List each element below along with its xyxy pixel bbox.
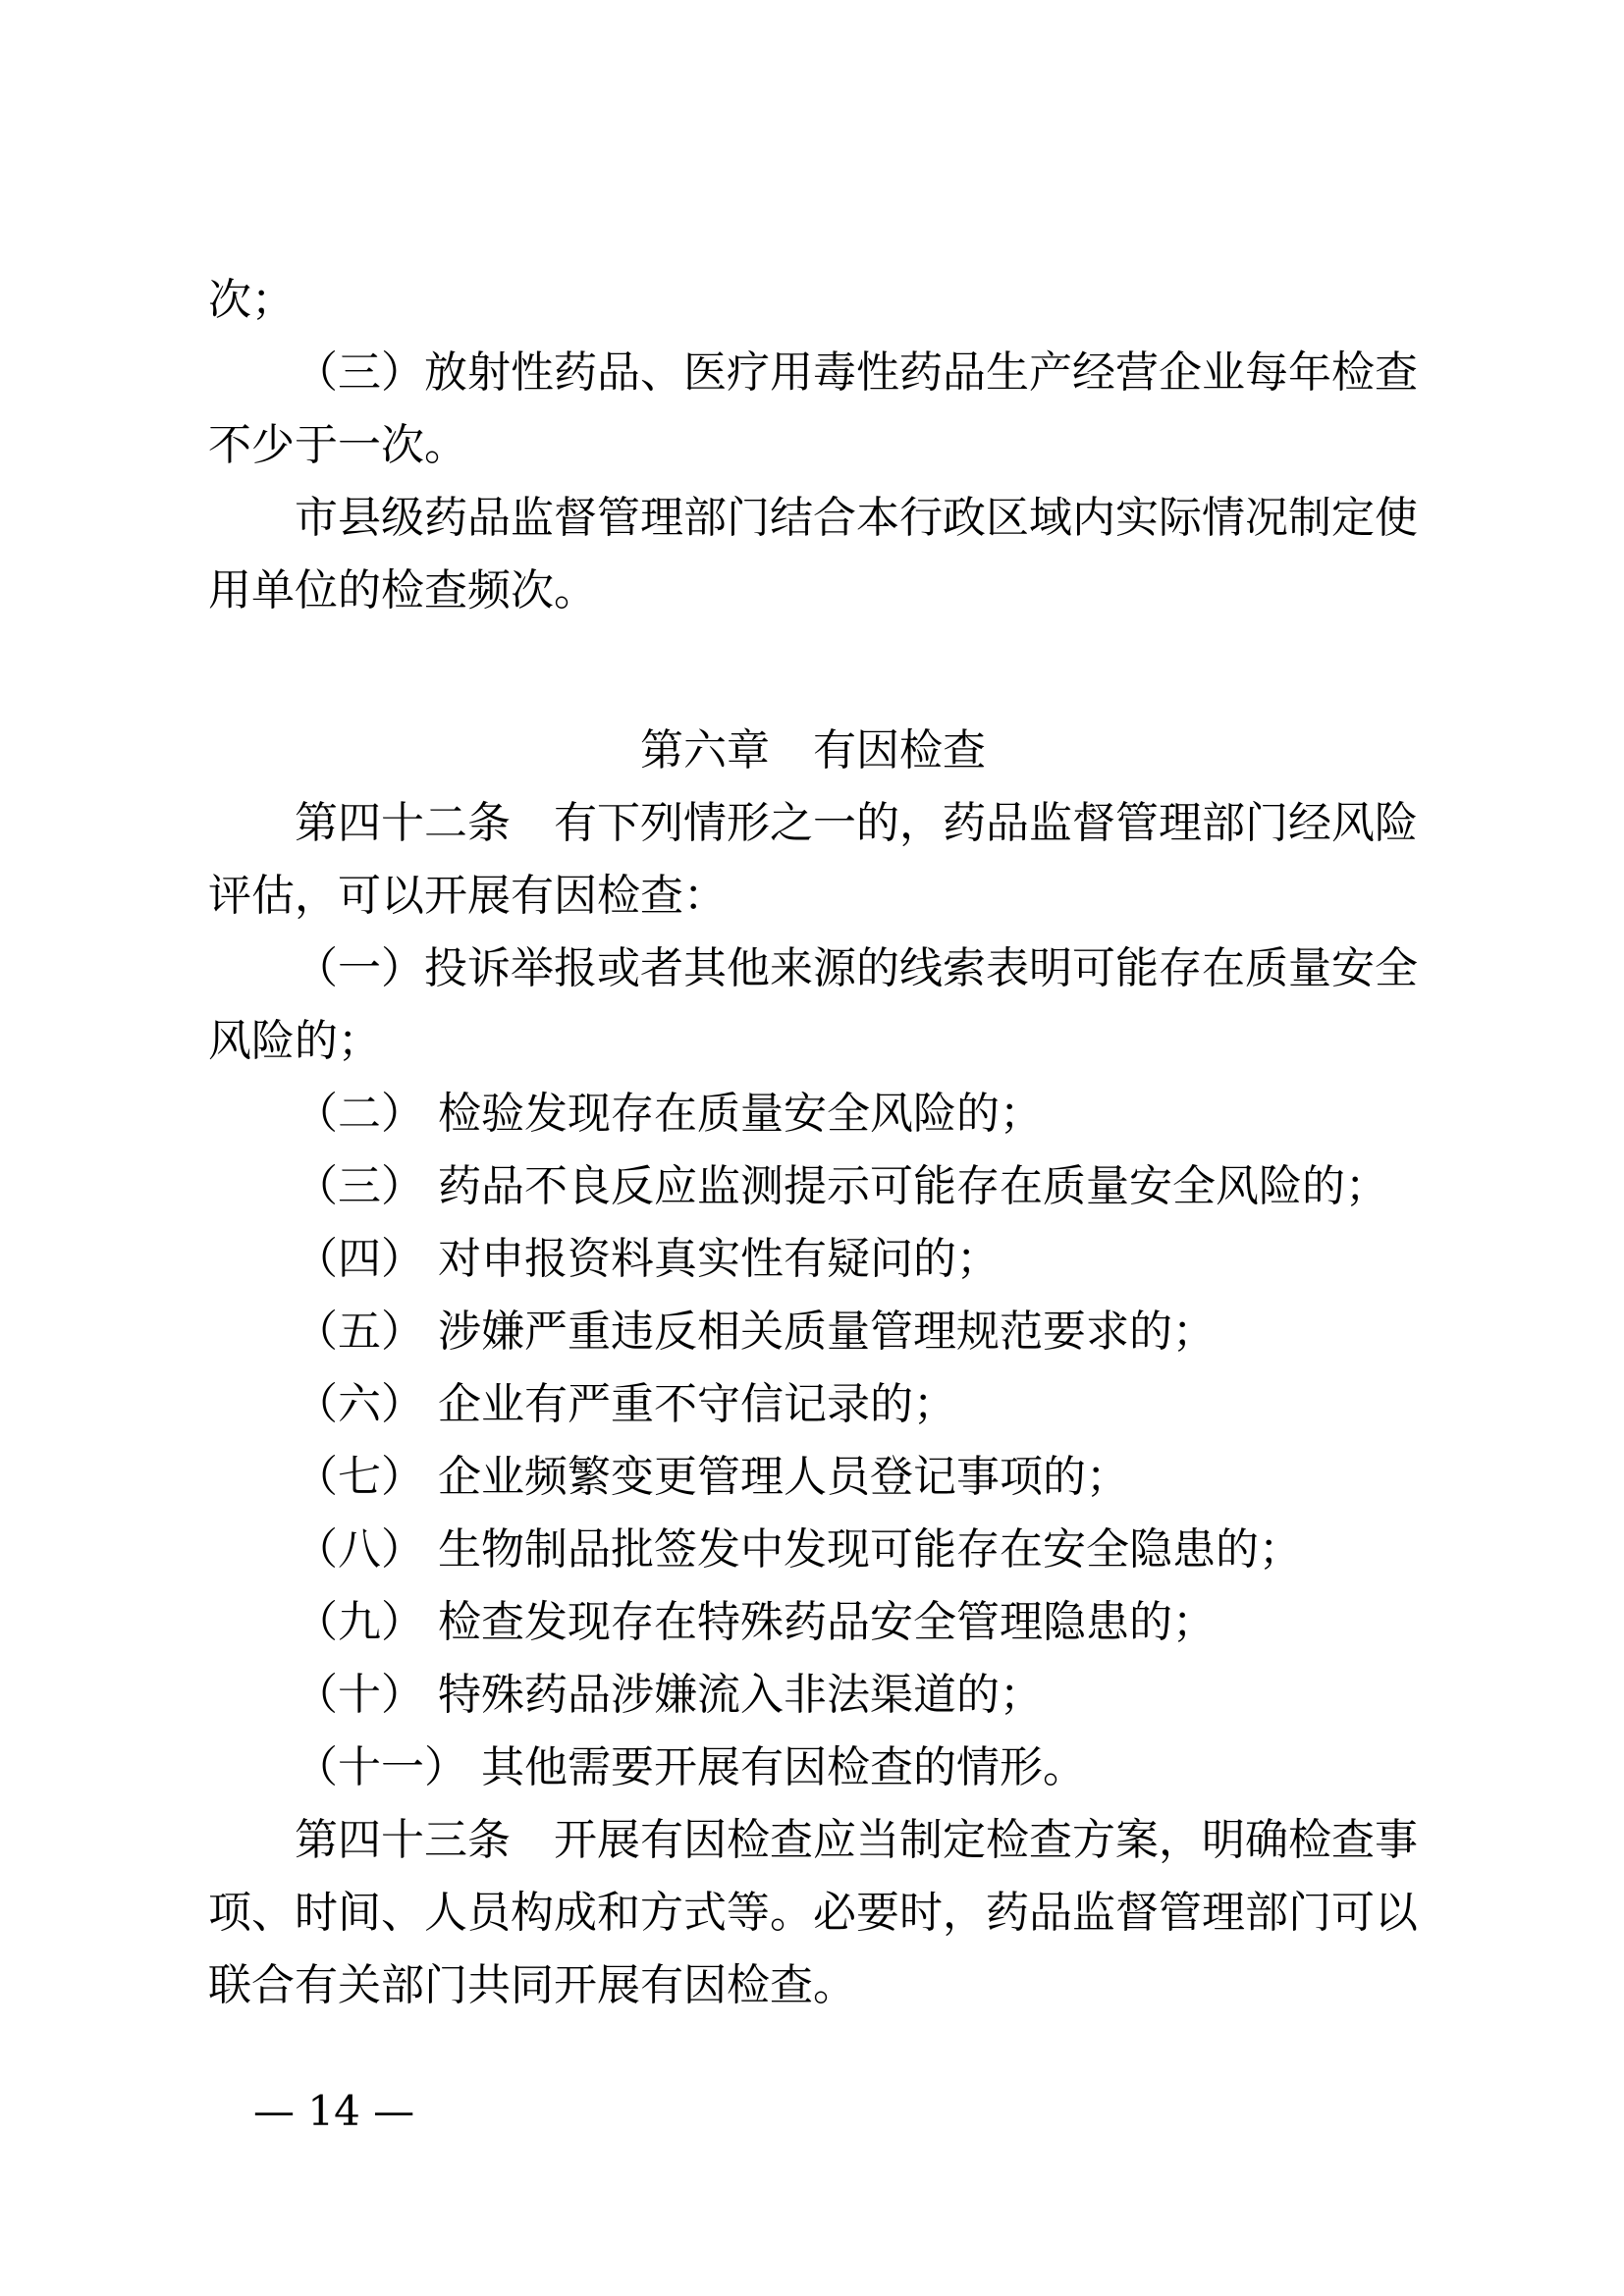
article-42-item-6: （六） 企业有严重不守信记录的； — [295, 1379, 956, 1429]
article-42-lead: 第四十二条 有下列情形之一的，药品监督管理部门经风险评估，可以开展有因检查： — [208, 798, 1418, 921]
chapter-6-heading: 第六章 有因检查 — [640, 725, 986, 775]
article-42-item-4: （四） 对申报资料真实性有疑问的； — [295, 1234, 1000, 1284]
document-body — [208, 264, 1418, 2022]
article-42-item-3: （三） 药品不良反应监测提示可能存在质量安全风险的； — [295, 1161, 1388, 1211]
paragraph-city-county-frequency: 市县级药品监督管理部门结合本行政区域内实际情况制定使用单位的检查频次。 — [208, 493, 1418, 615]
clause-3-radioactive-drugs: （三）放射性药品、医疗用毒性药品生产经营企业每年检查不少于一次。 — [208, 347, 1418, 470]
page-number: — 14 — — [253, 2087, 415, 2135]
article-42-item-10: （十） 特殊药品涉嫌流入非法渠道的； — [295, 1670, 1043, 1720]
article-42-item-11: （十一） 其他需要开展有因检查的情形。 — [295, 1742, 1086, 1792]
article-42-item-9: （九） 检查发现存在特殊药品安全管理隐患的； — [295, 1597, 1216, 1647]
article-42-item-2: （二） 检验发现存在质量安全风险的； — [295, 1089, 1043, 1139]
paragraph-continuation: 次； — [208, 275, 295, 325]
article-42-item-1: （一）投诉举报或者其他来源的线索表明可能存在质量安全风险的； — [208, 943, 1418, 1066]
article-43: 第四十三条 开展有因检查应当制定检查方案，明确检查事项、时间、人员构成和方式等。必要时，药品监督管理部门可以联合有关部门共同开展有因检查。 — [208, 1815, 1418, 2010]
article-42-item-5: （五） 涉嫌严重违反相关质量管理规范要求的； — [295, 1307, 1216, 1357]
article-42-item-8: （八） 生物制品批签发中发现可能存在安全隐患的； — [295, 1524, 1302, 1575]
article-42-item-7: （七） 企业频繁变更管理人员登记事项的； — [295, 1452, 1129, 1502]
page-footer — [253, 2083, 414, 2140]
